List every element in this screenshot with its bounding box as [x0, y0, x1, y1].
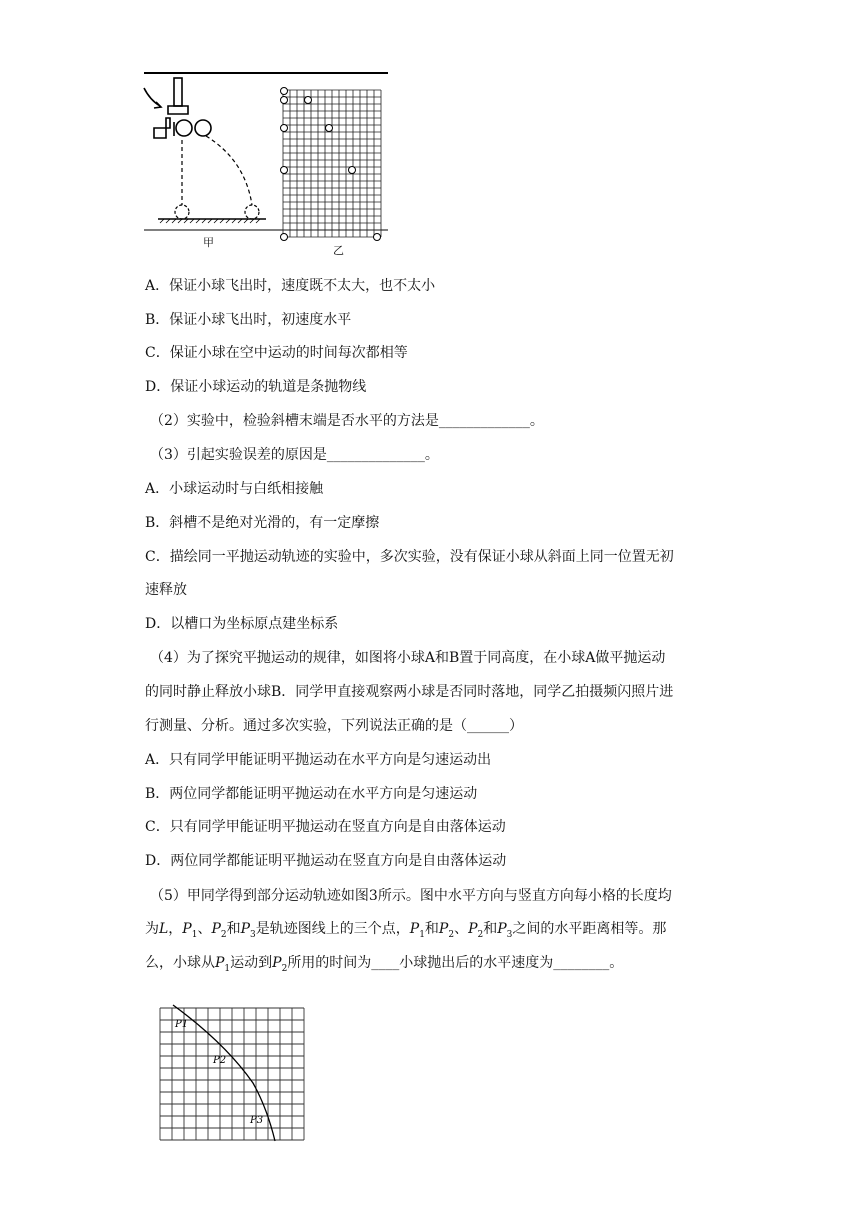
figure-3-trajectory [155, 1003, 305, 1148]
sub-3: 3 [250, 929, 256, 940]
q5-line-3 [145, 953, 623, 979]
label-yi: 乙 [333, 244, 344, 257]
q5-text: 为 [145, 921, 159, 937]
var-p: P [468, 921, 478, 937]
sub-3: 3 [506, 929, 513, 940]
q3-text: （3）引起实验误差的原因是______________。 [150, 447, 439, 463]
var-p: P [182, 921, 192, 937]
q1-option-b: B．保证小球飞出时，初速度水平 [145, 312, 352, 328]
q4-line-1: （4）为了探究平抛运动的规律，如图将小球A和B置于同高度，在小球A做平抛运动 [150, 650, 666, 666]
var-p: P [497, 921, 507, 937]
q1-option-c: C．保证小球在空中运动的时间每次都相等 [145, 345, 408, 361]
q3-option-c: C．描绘同一平抛运动轨迹的实验中，多次实验，没有保证小球从斜面上同一位置无初 [145, 549, 674, 565]
label-jia: 甲 [203, 236, 214, 249]
q4-line-2: 的同时静止释放小球B．同学甲直接观察两小球是否同时落地，同学乙拍摄频闪照片进 [145, 684, 674, 700]
q5-text: 、 [454, 921, 469, 937]
sub-1: 1 [224, 963, 231, 974]
q2-text: （2）实验中，检验斜槽末端是否水平的方法是_____________。 [150, 413, 544, 429]
q5-text: 是轨迹图线上的三个点， [255, 921, 410, 937]
q5-text: 运动到 [230, 955, 273, 971]
q3-option-d: D．以槽口为坐标原点建坐标系 [145, 616, 339, 632]
ball-mark [305, 97, 312, 104]
var-p: P [438, 921, 449, 937]
var-p: P [409, 921, 420, 937]
q5-text: ， [168, 921, 183, 937]
q4-option-b: B．两位同学都能证明平抛运动在水平方向是匀速运动 [145, 786, 478, 802]
ball-mark [349, 167, 356, 174]
q5-line-1: （5）甲同学得到部分运动轨迹如图3所示。图中水平方向与竖直方向每小格的长度均 [150, 888, 672, 904]
sub-2: 2 [477, 929, 484, 940]
ball-mark [281, 88, 288, 95]
q5-text: 和 [424, 921, 439, 937]
var-p: P [215, 955, 225, 971]
label-p3: P3 [250, 1115, 264, 1126]
q3-option-b: B．斜槽不是绝对光滑的，有一定摩擦 [145, 515, 380, 531]
q1-option-d: D．保证小球运动的轨道是条抛物线 [145, 379, 367, 395]
figure-apparatus-svg [140, 70, 390, 260]
ball-mark [281, 234, 288, 241]
q4-line-3: 行测量、分析。通过多次实验，下列说法正确的是（______） [145, 718, 523, 734]
label-p2: P2 [213, 1055, 227, 1066]
ball-mark [281, 97, 288, 104]
q5-text: 所用的时间为____小球抛出后的水平速度为________。 [287, 955, 624, 971]
var-l: L [159, 921, 169, 937]
q5-text: 、 [197, 921, 212, 937]
sub-1: 1 [191, 929, 198, 940]
q5-text: 之间的水平距离相等。那 [512, 921, 667, 937]
sub-1: 1 [419, 929, 425, 940]
figure-3-svg [155, 1003, 305, 1148]
launcher-apparatus [144, 78, 259, 219]
q4-option-d: D．两位同学都能证明平抛运动在竖直方向是自由落体运动 [145, 853, 507, 869]
ball-mark [281, 167, 288, 174]
sub-2: 2 [281, 963, 288, 974]
q1-option-a: A．保证小球飞出时，速度既不太大，也不太小 [145, 278, 436, 294]
q4-option-a: A．只有同学甲能证明平抛运动在水平方向是匀速运动出 [145, 752, 492, 768]
grid-photo [281, 88, 382, 241]
q3-option-a: A．小球运动时与白纸相接触 [145, 481, 324, 497]
var-p: P [211, 921, 221, 937]
sub-2: 2 [220, 929, 227, 940]
ball-mark [326, 125, 333, 132]
q5-text: 和 [483, 921, 498, 937]
var-p: P [272, 955, 282, 971]
q5-line-2 [145, 919, 666, 945]
var-p: P [240, 921, 251, 937]
ball-mark [374, 234, 381, 241]
figure-apparatus-grid [140, 70, 390, 260]
q3-option-c-cont: 速释放 [145, 582, 187, 598]
q5-text: 和 [226, 921, 241, 937]
q4-option-c: C．只有同学甲能证明平抛运动在竖直方向是自由落体运动 [145, 819, 506, 835]
q5-text: 么，小球从 [145, 955, 215, 971]
label-p1: P1 [175, 1019, 189, 1030]
ball-mark [281, 125, 288, 132]
sub-2: 2 [448, 929, 455, 940]
